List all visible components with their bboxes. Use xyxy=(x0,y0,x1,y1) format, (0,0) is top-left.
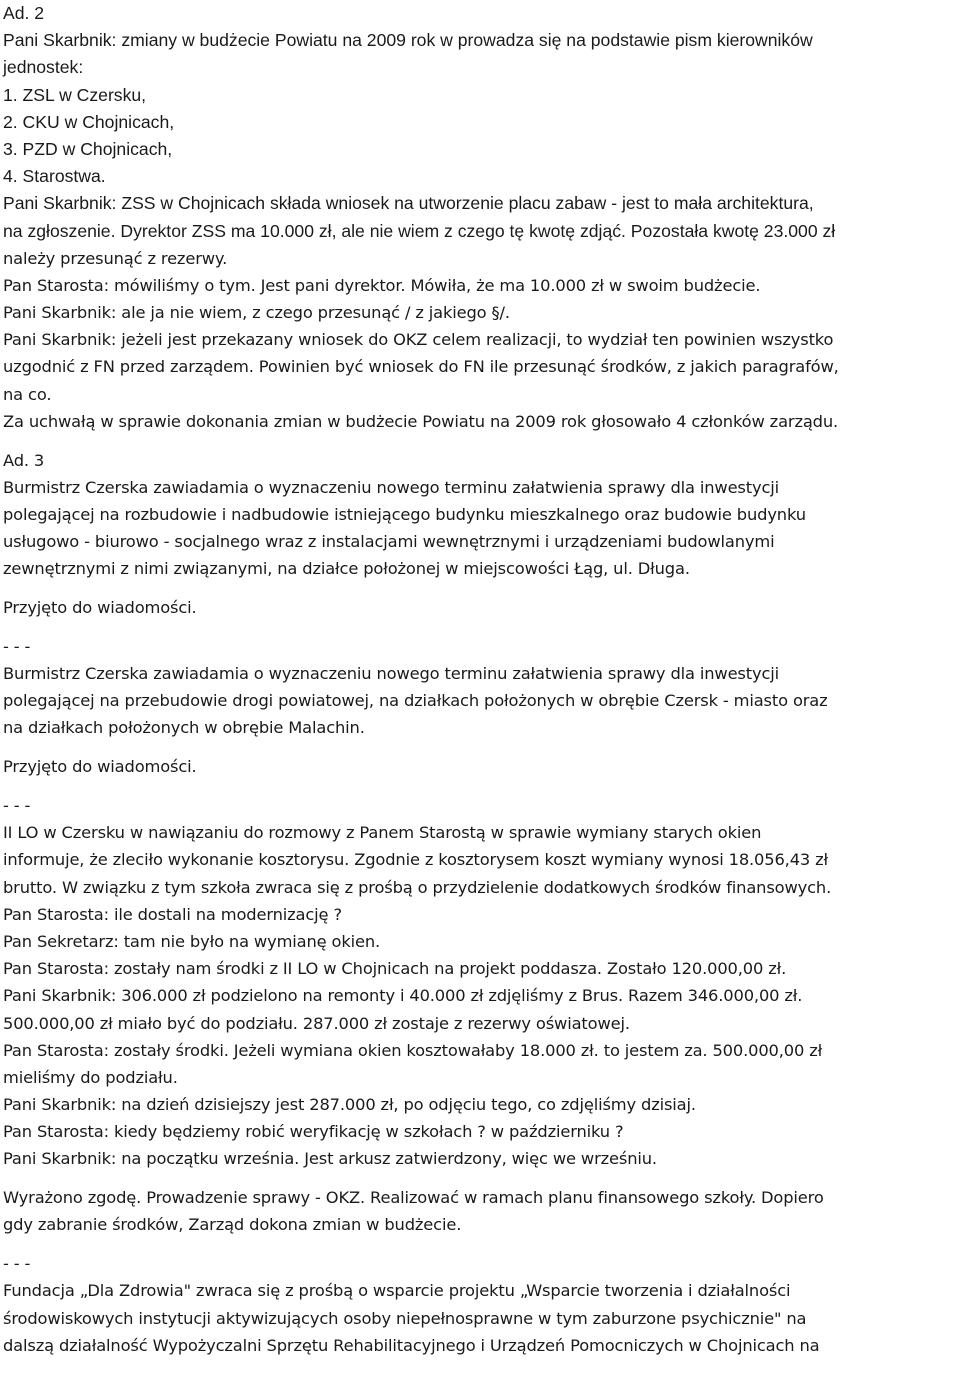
text-line: dalszą działalność Wypożyczalni Sprzętu Rehabilitacyjnego i Urządzeń Pomocniczych w Chojnicach na xyxy=(3,1335,820,1355)
list-item: 4. Starostwa. xyxy=(3,166,106,187)
text-line: Pan Starosta: zostały nam środki z II LO w Chojnicach na projekt poddasza. Zostało 120.000,00 zł. xyxy=(3,959,787,979)
text-line: polegającej na przebudowie drogi powiatowej, na działkach położonych w obrębie Czersk - miasto oraz xyxy=(3,691,828,711)
separator: - - - xyxy=(3,636,31,656)
acknowledgement-note: Przyjęto do wiadomości. xyxy=(3,757,197,777)
decision-text: Wyrażono zgodę. Prowadzenie sprawy - OKZ. Realizować w ramach planu finansowego szkoły. Dopiero xyxy=(3,1188,824,1208)
text-line: mieliśmy do podziału. xyxy=(3,1067,178,1087)
text-line: zewnętrznymi z nimi związanymi, na działce położonej w miejscowości Łąg, ul. Długa. xyxy=(3,559,690,579)
separator: - - - xyxy=(3,796,31,816)
text-line: Pani Skarbnik: ZSS w Chojnicach składa wniosek na utworzenie placu zabaw - jest to mała architektura, xyxy=(3,193,814,214)
list-item: 2. CKU w Chojnicach, xyxy=(3,111,175,132)
list-item: 1. ZSL w Czersku, xyxy=(3,84,147,105)
text-line: polegającej na rozbudowie i nadbudowie istniejącego budynku mieszkalnego oraz budowie budynku xyxy=(3,504,806,524)
text-line: Pan Starosta: kiedy będziemy robić weryfikację w szkołach ? w październiku ? xyxy=(3,1122,624,1142)
text-line: II LO w Czersku w nawiązaniu do rozmowy z Panem Starostą w sprawie wymiany starych okien xyxy=(3,823,762,843)
text-line: Fundacja „Dla Zdrowia" zwraca się z prośbą o wsparcie projektu „Wsparcie tworzenia i działalności xyxy=(3,1281,791,1301)
text-line: Burmistrz Czerska zawiadamia o wyznaczeniu nowego terminu załatwienia sprawy dla inwestycji xyxy=(3,664,780,684)
text-line: środowiskowych instytucji aktywizujących osoby niepełnosprawne w tym zaburzone psychicznie" na xyxy=(3,1308,807,1328)
text-line: Za uchwałą w sprawie dokonania zmian w budżecie Powiatu na 2009 rok głosowało 4 członków zarządu. xyxy=(3,411,839,431)
decision-text: gdy zabranie środków, Zarząd dokona zmian w budżecie. xyxy=(3,1215,462,1235)
section-heading-ad3: Ad. 3 xyxy=(3,450,45,470)
text-line: Pani Skarbnik: ale ja nie wiem, z czego przesunąć / z jakiego §/. xyxy=(3,303,510,323)
text-line: Pani Skarbnik: na dzień dzisiejszy jest 287.000 zł, po odjęciu tego, co zdjęliśmy dzisiaj. xyxy=(3,1095,696,1115)
text-line: Pani Skarbnik: jeżeli jest przekazany wniosek do OKZ celem realizacji, to wydział ten powinien wszystko xyxy=(3,330,834,350)
text-line: Pan Starosta: ile dostali na modernizację ? xyxy=(3,904,342,924)
text-line: Pani Skarbnik: zmiany w budżecie Powiatu na 2009 rok w prowadza się na podstawie pism kierowników xyxy=(3,30,813,51)
text-line: na co. xyxy=(3,384,52,404)
text-line: na zgłoszenie. Dyrektor ZSS ma 10.000 zł, ale nie wiem z czego tę kwotę zdjąć. Pozostała kwotę 23.000 zł xyxy=(3,220,836,241)
text-line: 500.000,00 zł miało być do podziału. 287.000 zł zostaje z rezerwy oświatowej. xyxy=(3,1013,630,1033)
text-line: Pani Skarbnik: na początku września. Jest arkusz zatwierdzony, więc we wrześniu. xyxy=(3,1149,657,1169)
document-page xyxy=(3,0,955,1359)
list-item: 3. PZD w Chojnicach, xyxy=(3,138,173,159)
section-heading-ad2: Ad. 2 xyxy=(3,3,45,23)
text-line: Pan Sekretarz: tam nie było na wymianę okien. xyxy=(3,931,381,951)
text-line: na działkach położonych w obrębie Malachin. xyxy=(3,718,365,738)
acknowledgement-note: Przyjęto do wiadomości. xyxy=(3,598,197,618)
separator: - - - xyxy=(3,1254,31,1274)
text-line: brutto. W związku z tym szkoła zwraca się z prośbą o przydzielenie dodatkowych środków finansowych. xyxy=(3,877,832,897)
text-line: informuje, że zleciło wykonanie kosztorysu. Zgodnie z kosztorysem koszt wymiany wynosi 18.056,43 zł xyxy=(3,850,829,870)
text-line: jednostek: xyxy=(3,57,84,78)
text-line: Pani Skarbnik: 306.000 zł podzielono na remonty i 40.000 zł zdjęliśmy z Brus. Razem 346.000,00 zł. xyxy=(3,986,803,1006)
text-line: Pan Starosta: mówiliśmy o tym. Jest pani dyrektor. Mówiła, że ma 10.000 zł w swoim budżecie. xyxy=(3,275,761,295)
text-line: należy przesunąć z rezerwy. xyxy=(3,248,228,268)
text-line: Burmistrz Czerska zawiadamia o wyznaczeniu nowego terminu załatwienia sprawy dla inwestycji xyxy=(3,477,780,497)
text-line: uzgodnić z FN przed zarządem. Powinien być wniosek do FN ile przesunąć środków, z jakich paragrafów, xyxy=(3,357,839,377)
text-line: Pan Starosta: zostały środki. Jeżeli wymiana okien kosztowałaby 18.000 zł. to jestem za. 500.000,00 zł xyxy=(3,1040,823,1060)
text-line: usługowo - biurowo - socjalnego wraz z instalacjami wewnętrznymi i urządzeniami budowlanymi xyxy=(3,532,775,552)
